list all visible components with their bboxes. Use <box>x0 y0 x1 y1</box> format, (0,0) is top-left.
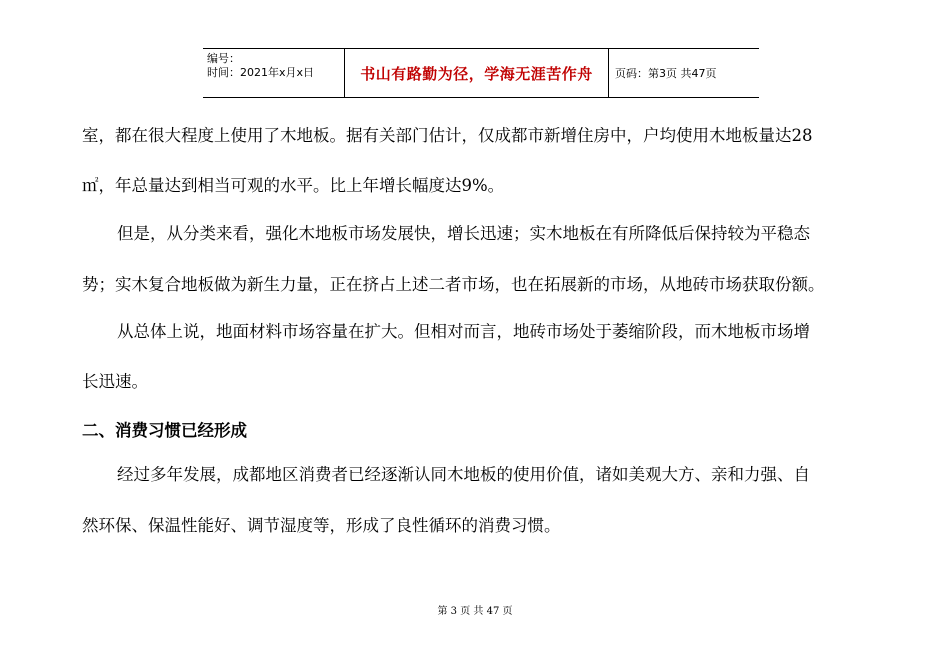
header-page-label: 页码：第3页 共47页 <box>615 67 717 80</box>
page-footer: 第 3 页 共 47 页 <box>437 606 513 617</box>
header-page-cell <box>609 49 759 97</box>
body-line-6: 长迅速。 <box>82 372 148 391</box>
header-motto: 书山有路勤为径，学海无涯苦作舟 <box>360 64 593 83</box>
header-motto-cell <box>345 49 609 97</box>
body-line-5: 从总体上说，地面材料市场容量在扩大。但相对而言，地砖市场处于萎缩阶段，而木地板市场增 <box>117 322 810 341</box>
body-line-7: 经过多年发展，成都地区消费者已经逐渐认同木地板的使用价值，诸如美观大方、亲和力强、自 <box>117 465 810 484</box>
body-line-8: 然环保、保温性能好、调节湿度等，形成了良性循环的消费习惯。 <box>82 516 561 535</box>
body-line-2: ㎡，年总量达到相当可观的水平。比上年增长幅度达9%。 <box>82 176 505 195</box>
body-line-1: 室，都在很大程度上使用了木地板。据有关部门估计，仅成都市新增住房中，户均使用木地板量达28 <box>82 126 813 145</box>
document-time-label: 时间：2021年x月x日 <box>207 66 315 79</box>
body-line-4: 势；实木复合地板做为新生力量，正在挤占上述二者市场，也在拓展新的市场，从地砖市场获取份额。 <box>82 275 825 294</box>
header-meta-cell <box>203 49 345 97</box>
document-header <box>203 48 759 98</box>
section-heading: 二、消费习惯已经形成 <box>82 421 247 440</box>
body-line-3: 但是，从分类来看，强化木地板市场发展快，增长迅速；实木地板在有所降低后保持较为平稳态 <box>117 224 810 243</box>
document-number-label: 编号： <box>207 52 240 65</box>
